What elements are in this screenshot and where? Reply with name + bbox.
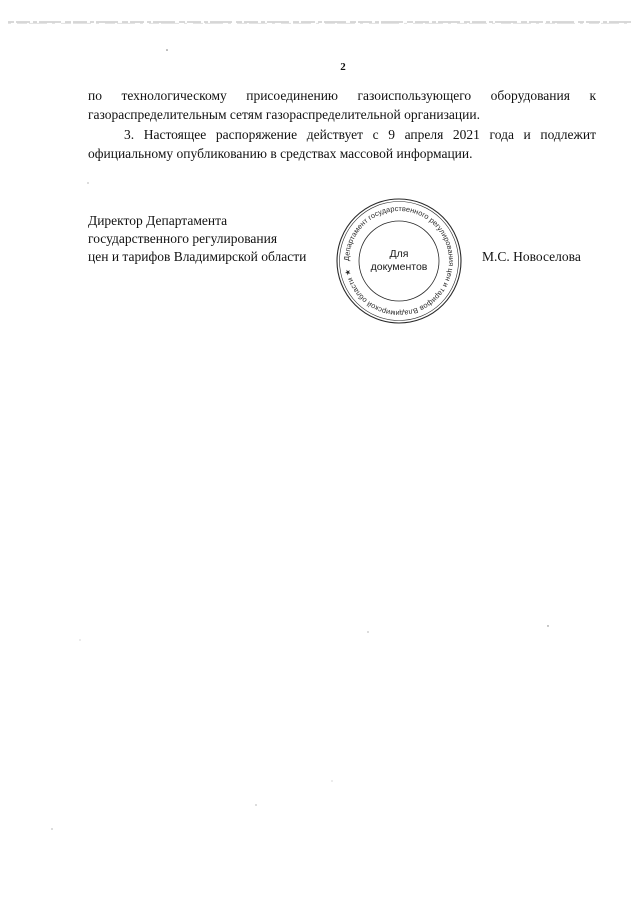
scan-speck [367,631,368,632]
scan-speck [255,804,256,805]
signer-position-line-2: государственного регулирования [88,231,278,246]
scan-speck [80,640,81,641]
seal-center-line-1: Для [389,248,409,260]
scan-speck [332,781,333,782]
paragraph-effective-date [88,125,596,163]
page-number: 2 [340,61,346,73]
scan-top-edge-marks [0,0,640,30]
seal-center-line-2: документов [370,261,428,273]
seal-ring-text: Департамент государственного регулирования цен и тарифов Владимирской области ★ [341,203,457,319]
paragraph-2-line-2: официальному опубликованию в средствах массовой информации. [88,146,473,161]
scan-speck [166,49,168,51]
signer-position [88,212,306,266]
signer-position-line-1: Директор Департамента [88,213,228,228]
paragraph-1-line-1: по технологическому присоединению газоиспользующего оборудования к [88,88,596,103]
scan-speck [87,182,88,183]
signer-position-line-3: цен и тарифов Владимирской области [88,249,307,264]
paragraph-technological-connection [88,86,596,124]
scan-speck [51,828,52,829]
scan-speck [547,625,548,626]
official-seal-stamp [333,195,465,327]
paragraph-1-line-2: газораспределительным сетям газораспределительной организации. [88,107,480,122]
signer-name: М.С. Новоселова [482,249,581,264]
paragraph-2-line-1: 3. Настоящее распоряжение действует с 9 апреля 2021 года и подлежит [124,127,596,142]
